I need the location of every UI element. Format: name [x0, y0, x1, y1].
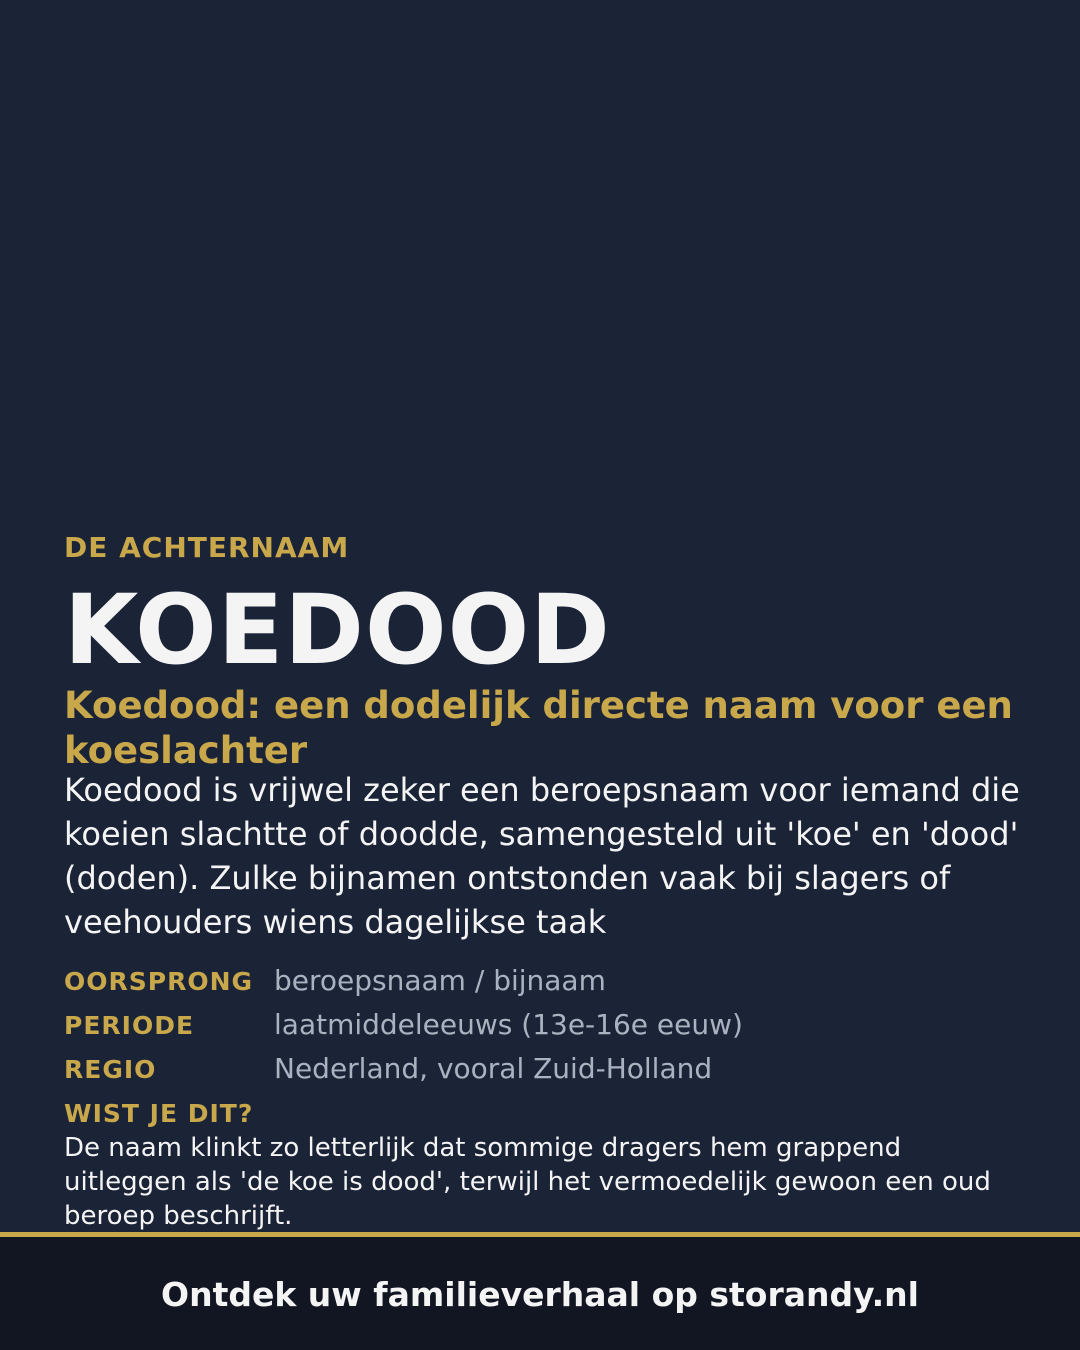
footer-call-to-action: Ontdek uw familieverhaal op storandy.nl [161, 1274, 919, 1314]
fact-row-region [64, 1047, 1024, 1091]
eyebrow-label: DE ACHTERNAAM [64, 531, 350, 564]
description-text: Koedood is vrijwel zeker een beroepsnaam voor iemand die koeien slachtte of doodde, samengesteld uit 'koe' en 'dood' (doden). Zulke bijnamen ontstonden vaak bij slagers of veehouders wiens dagelijkse taak [64, 771, 1020, 941]
subtitle: Koedood: een dodelijk directe naam voor een koeslachter [64, 684, 1013, 772]
fact-value-period: laatmiddeleeuws (13e-16e eeuw) [274, 1008, 743, 1041]
footer-banner [0, 1232, 1080, 1350]
fact-label-origin: OORSPRONG [64, 967, 254, 996]
did-you-know-text: De naam klinkt zo letterlijk dat sommige dragers hem grappend uitleggen als 'de koe is dood', terwijl het vermoedelijk gewoon een oud beroep beschrijft. [64, 1133, 991, 1231]
surname-title: KOEDOOD [64, 574, 611, 686]
fact-label-period: PERIODE [64, 1011, 195, 1040]
fact-value-origin: beroepsnaam / bijnaam [274, 964, 606, 997]
facts-list [64, 959, 1024, 1091]
fact-label-region: REGIO [64, 1055, 157, 1084]
fact-value-region: Nederland, vooral Zuid-Holland [274, 1052, 713, 1085]
fact-row-origin [64, 959, 1024, 1003]
fact-row-period [64, 1003, 1024, 1047]
did-you-know-heading: WIST JE DIT? [64, 1099, 254, 1128]
